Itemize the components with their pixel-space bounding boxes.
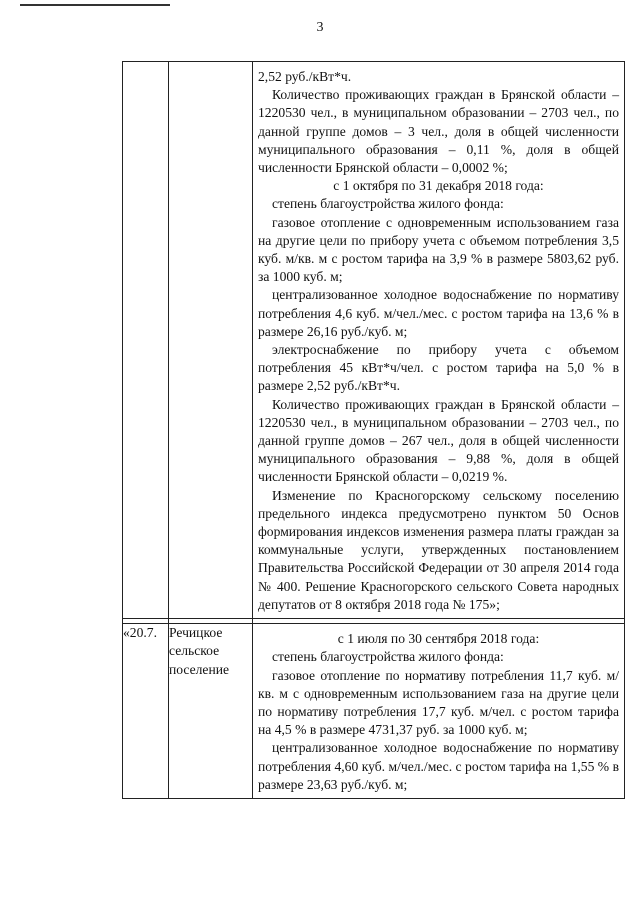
paragraph: степень благоустройства жилого фонда: [272, 649, 504, 665]
row-number: «20.7. [123, 624, 169, 799]
table-row [123, 624, 625, 799]
page-number: 3 [316, 20, 324, 35]
paragraph: электроснабжение по прибору учета с объемом потребления 45 кВт*ч/чел. с ростом тарифа на 5,0 % в размере 2,52 руб./кВт*ч. [258, 342, 619, 394]
paragraph: степень благоустройства жилого фонда: [272, 196, 504, 212]
tariff-description-cell [253, 624, 625, 799]
paragraph: газовое отопление по нормативу потребления 11,7 куб. м/кв. м с одновременным использованием газа на другие цели по нормативу потребления 17,7 куб. м/чел. с ростом тарифа на 4,5 % в размере 4731,37 руб. за 1000 куб. м; [258, 667, 619, 738]
paragraph: с 1 июля по 30 сентября 2018 года: [337, 631, 540, 647]
document-table [122, 61, 625, 799]
paragraph: Изменение по Красногорскому сельскому поселению предельного индекса предусмотрено пунктом 50 Основ формирования индексов изменения размера платы граждан за коммунальные услуги, утвержденных постановлением Правительства Российской Федерации от 30 апреля 2014 года № 400. Решение Красногорского сельского Совета народных депутатов от 8 октября 2018 года № 175»; [258, 487, 619, 612]
paragraph: газовое отопление с одновременным использованием газа на другие цели по прибору учета с объемом потребления 3,5 куб. м/кв. м с ростом тарифа на 3,9 % в размере 5803,62 руб. за 1000 куб. м; [258, 214, 619, 285]
tariff-description-cell [253, 62, 625, 619]
paragraph: 2,52 руб./кВт*ч. [258, 69, 352, 84]
table-row [123, 62, 625, 619]
paragraph: Количество проживающих граждан в Брянской области – 1220530 чел., в муниципальном образовании – 2703 чел., по данной группе домов – 267 чел., доля в общей численности муниципального образования – 9,88 %, доля в общей численности Брянской области – 0,0219 %. [258, 396, 619, 485]
row-number [123, 62, 169, 619]
paragraph: централизованное холодное водоснабжение по нормативу потребления 4,6 куб. м/чел./мес. с ростом тарифа на 13,6 % в размере 26,16 руб./куб. м; [258, 287, 619, 339]
paragraph: с 1 октября по 31 декабря 2018 года: [333, 178, 544, 194]
top-rule [20, 4, 170, 6]
settlement-name [169, 62, 253, 619]
paragraph: централизованное холодное водоснабжение по нормативу потребления 4,60 куб. м/чел./мес. с ростом тарифа на 1,55 % в размере 23,63 руб./куб. м; [258, 740, 619, 792]
settlement-name: Речицкое сельское поселение [169, 624, 253, 799]
paragraph: Количество проживающих граждан в Брянской области – 1220530 чел., в муниципальном образовании – 2703 чел., по данной группе домов – 3 чел., доля в общей численности муниципального образования – 0,11 %, доля в общей численности Брянской области – 0,0002 %; [258, 87, 619, 176]
